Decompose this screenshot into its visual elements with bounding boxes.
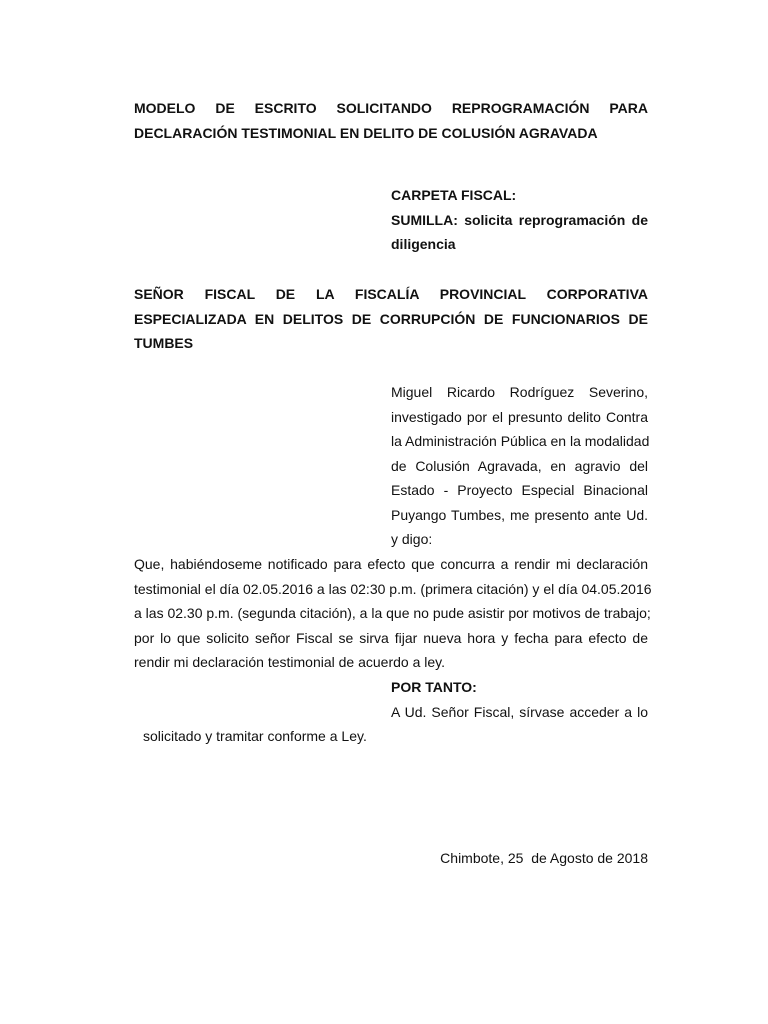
request-body: [134, 552, 652, 675]
closing-request-line-2: solicitado y tramitar conforme a Ley.: [143, 728, 367, 744]
addressee: [134, 282, 648, 356]
intro-line: investigado por el presunto delito Contra: [391, 408, 648, 425]
intro-line: y digo:: [391, 531, 433, 547]
carpeta-fiscal-label: CARPETA FISCAL:: [391, 187, 517, 203]
closing-request-continuation: [143, 724, 543, 749]
case-reference: [391, 183, 648, 257]
body-line: a las 02.30 p.m. (segunda citación), a la que no pude asistir por motivos de trabajo;: [134, 605, 651, 621]
title-line-1: MODELO DE ESCRITO SOLICITANDO REPROGRAMACIÓN PARA: [134, 100, 648, 116]
intro-line: Miguel Ricardo Rodríguez Severino,: [391, 384, 648, 400]
intro-line: Puyango Tumbes, me presento ante Ud.: [391, 506, 648, 523]
body-line: rendir mi declaración testimonial de acuerdo a ley.: [134, 654, 446, 670]
body-line: por lo que solicito señor Fiscal se sirva fijar nueva hora y fecha para efecto de: [134, 629, 648, 646]
document-title: [134, 96, 648, 145]
sumilla-line-1: SUMILLA: solicita reprogramación de: [391, 211, 648, 228]
por-tanto-label: POR TANTO:: [391, 679, 477, 695]
intro-line: de Colusión Agravada, en agravio del: [391, 457, 648, 474]
body-line: testimonial el día 02.05.2016 a las 02:30 p.m. (primera citación) y el día 04.05.2016: [134, 580, 652, 597]
intro-line: Estado - Proyecto Especial Binacional: [391, 482, 648, 498]
petitioner-intro: [391, 380, 648, 552]
addressee-line-2: ESPECIALIZADA EN DELITOS DE CORRUPCIÓN DE FUNCIONARIOS DE: [134, 310, 648, 327]
closing-request-line-1: A Ud. Señor Fiscal, sírvase acceder a lo: [391, 704, 648, 720]
sumilla-line-2: diligencia: [391, 236, 456, 252]
date-text: Chimbote, 25 de Agosto de 2018: [440, 850, 648, 866]
body-line: Que, habiéndoseme notificado para efecto que concurra a rendir mi declaración: [134, 556, 648, 572]
addressee-line-3: TUMBES: [134, 335, 194, 351]
closing-request: [391, 700, 648, 725]
document-date: [391, 846, 648, 871]
addressee-line-1: SEÑOR FISCAL DE LA FISCALÍA PROVINCIAL CORPORATIVA: [134, 286, 648, 302]
por-tanto-heading: [391, 675, 648, 700]
title-line-2: DECLARACIÓN TESTIMONIAL EN DELITO DE COLUSIÓN AGRAVADA: [134, 124, 598, 141]
intro-line: la Administración Pública en la modalidad: [391, 433, 650, 449]
